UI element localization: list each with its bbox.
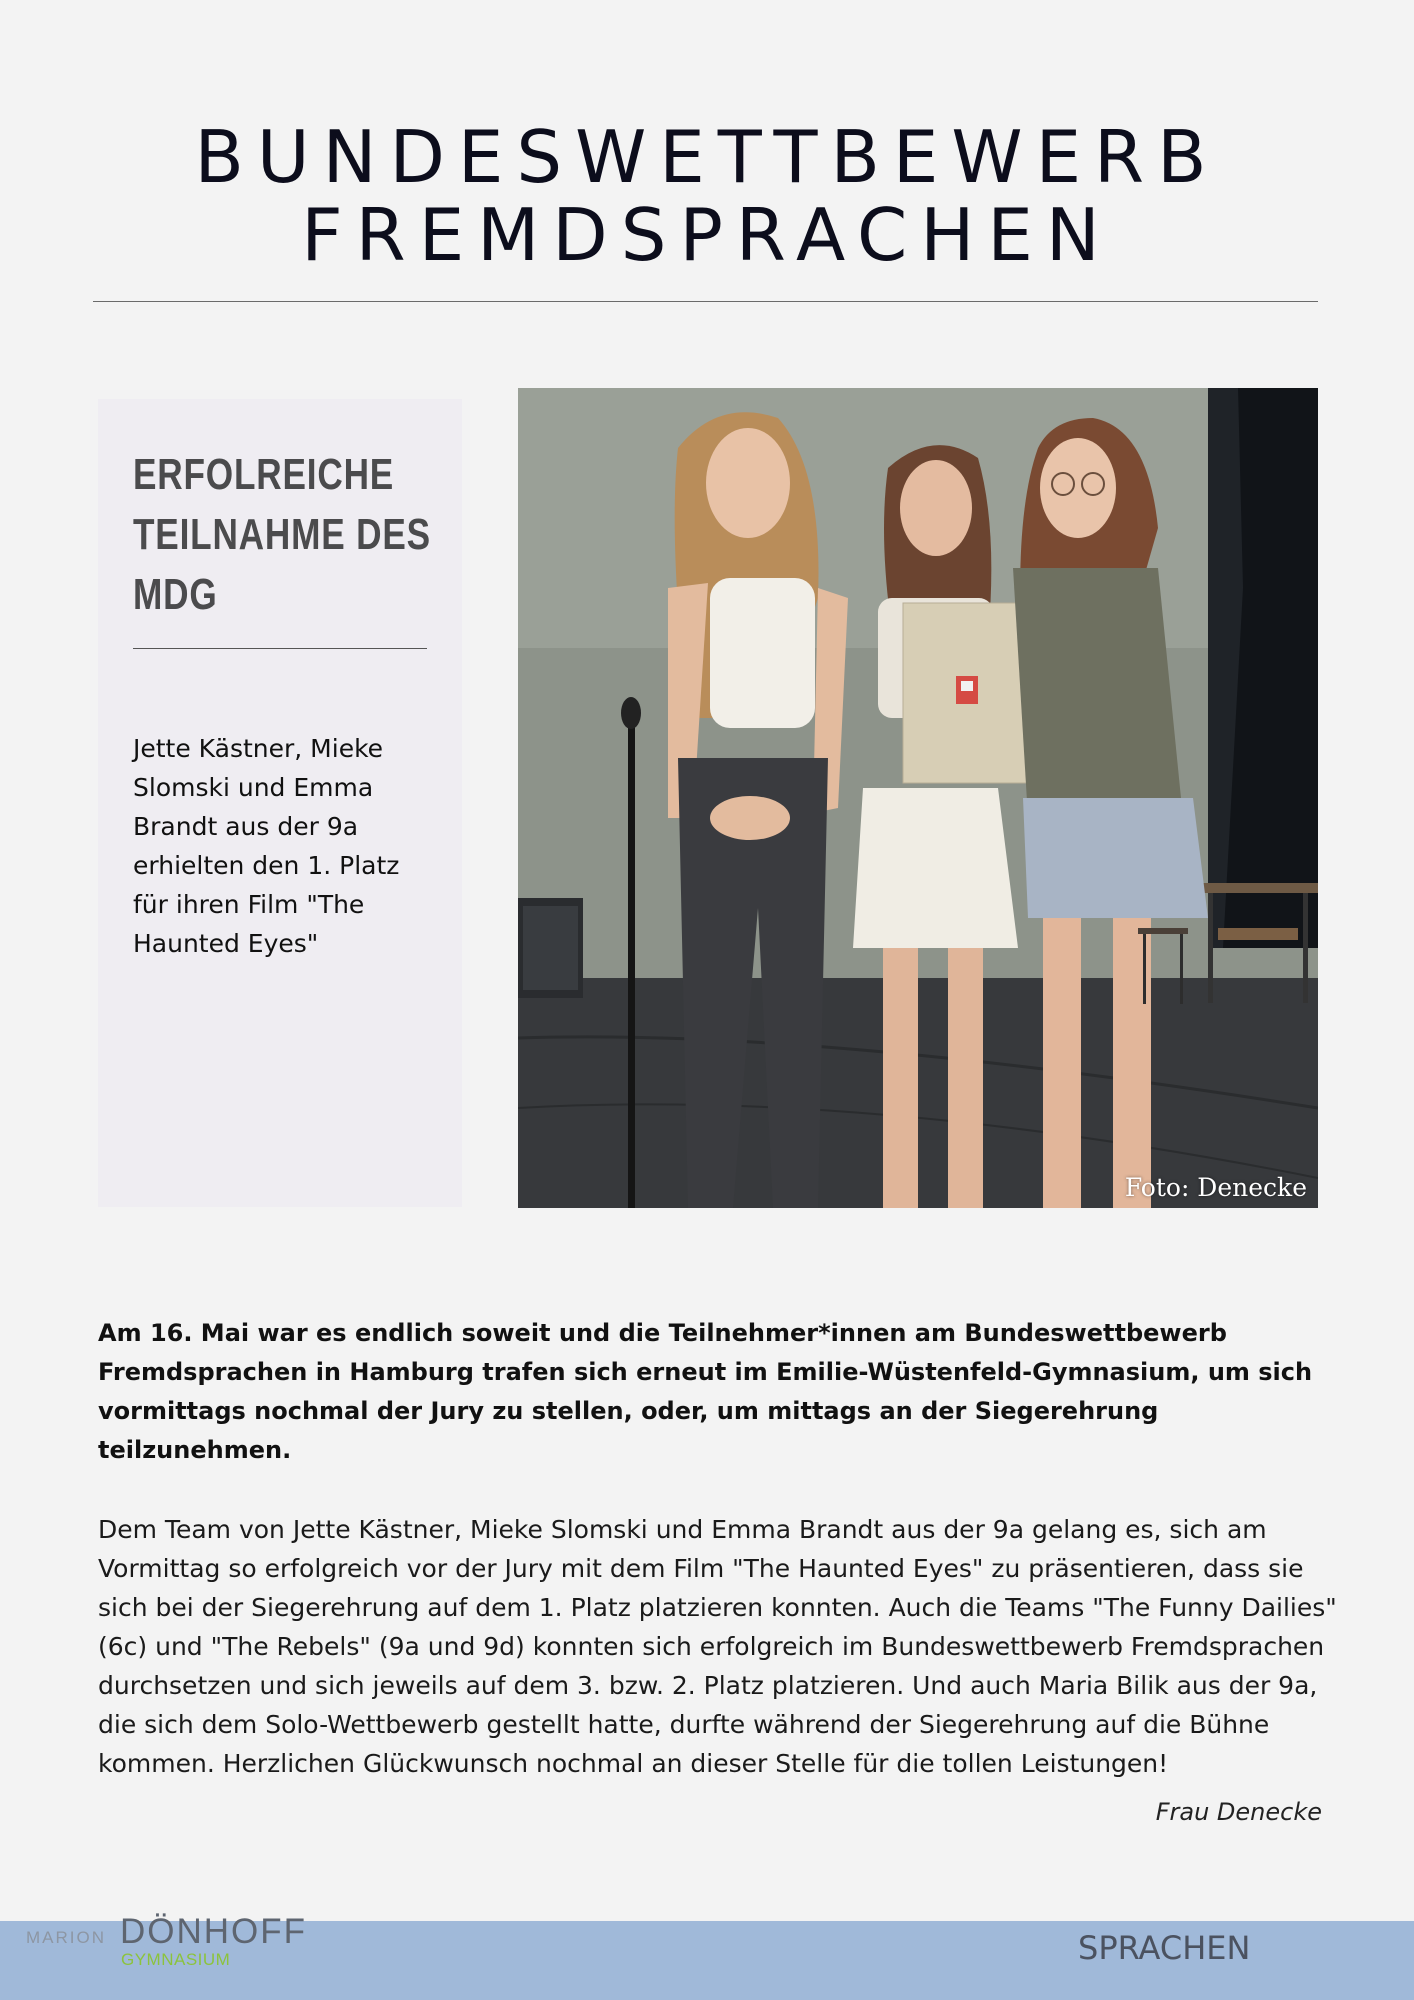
sidebar-divider [133, 648, 427, 649]
article-author: Frau Denecke [1155, 1798, 1322, 1826]
sidebar-heading: ERFOLREICHE TEILNAHME DES MDG [133, 450, 431, 619]
award-photo [518, 388, 1318, 1208]
sidebar-text: Jette Kästner, Mieke Slomski und Emma Brandt aus der 9a erhielten den 1. Platz für ihren Film "The Haunted Eyes" [133, 734, 400, 958]
sidebar-panel [98, 399, 462, 1207]
school-logo-doenhoff: DÖNHOFF [120, 1912, 308, 1951]
footer-section-label: SPRACHEN [1078, 1929, 1251, 1967]
photo-credit: Foto: Denecke [1124, 1173, 1307, 1202]
photo-illustration [518, 388, 1318, 1208]
page-title [0, 115, 1414, 278]
title-divider [93, 301, 1318, 302]
article-body: Dem Team von Jette Kästner, Mieke Slomski und Emma Brandt aus der 9a gelang es, sich am Vormittag so erfolgreich vor der Jury mit dem Film "The Haunted Eyes" zu präsentieren, dass sie sich bei der Siegerehrung auf dem 1. Platz platzieren konnten. Auch die Teams "The Funny Dailies" (6c) und "The Rebels" (9a und 9d) konnten sich erfolgreich im Bundeswettbewerb Fremdsprachen durchsetzen und sich jeweils auf dem 3. bzw. 2. Platz platzieren. Und auch Maria Bilik aus der 9a, die sich dem Solo-Wettbewerb gestellt hatte, durfte während der Siegerehrung auf die Bühne kommen. Herzlichen Glückwunsch nochmal an dieser Stelle für die tollen Leistungen! [98, 1515, 1337, 1778]
page-title-line-1: BUNDESWETTBEWERB [194, 115, 1220, 200]
school-logo-marion: MARION [26, 1928, 106, 1947]
page-title-line-2: FREMDSPRACHEN [301, 193, 1113, 278]
school-logo-gymnasium: GYMNASIUM [121, 1950, 231, 1969]
article-lead: Am 16. Mai war es endlich soweit und die Teilnehmer*innen am Bundeswettbewerb Fremdsprachen in Hamburg trafen sich erneut im Emilie-Wüstenfeld-Gymnasium, um sich vormittags nochmal der Jury zu stellen, oder, um mittags an der Siegerehrung teilzunehmen. [98, 1319, 1313, 1464]
